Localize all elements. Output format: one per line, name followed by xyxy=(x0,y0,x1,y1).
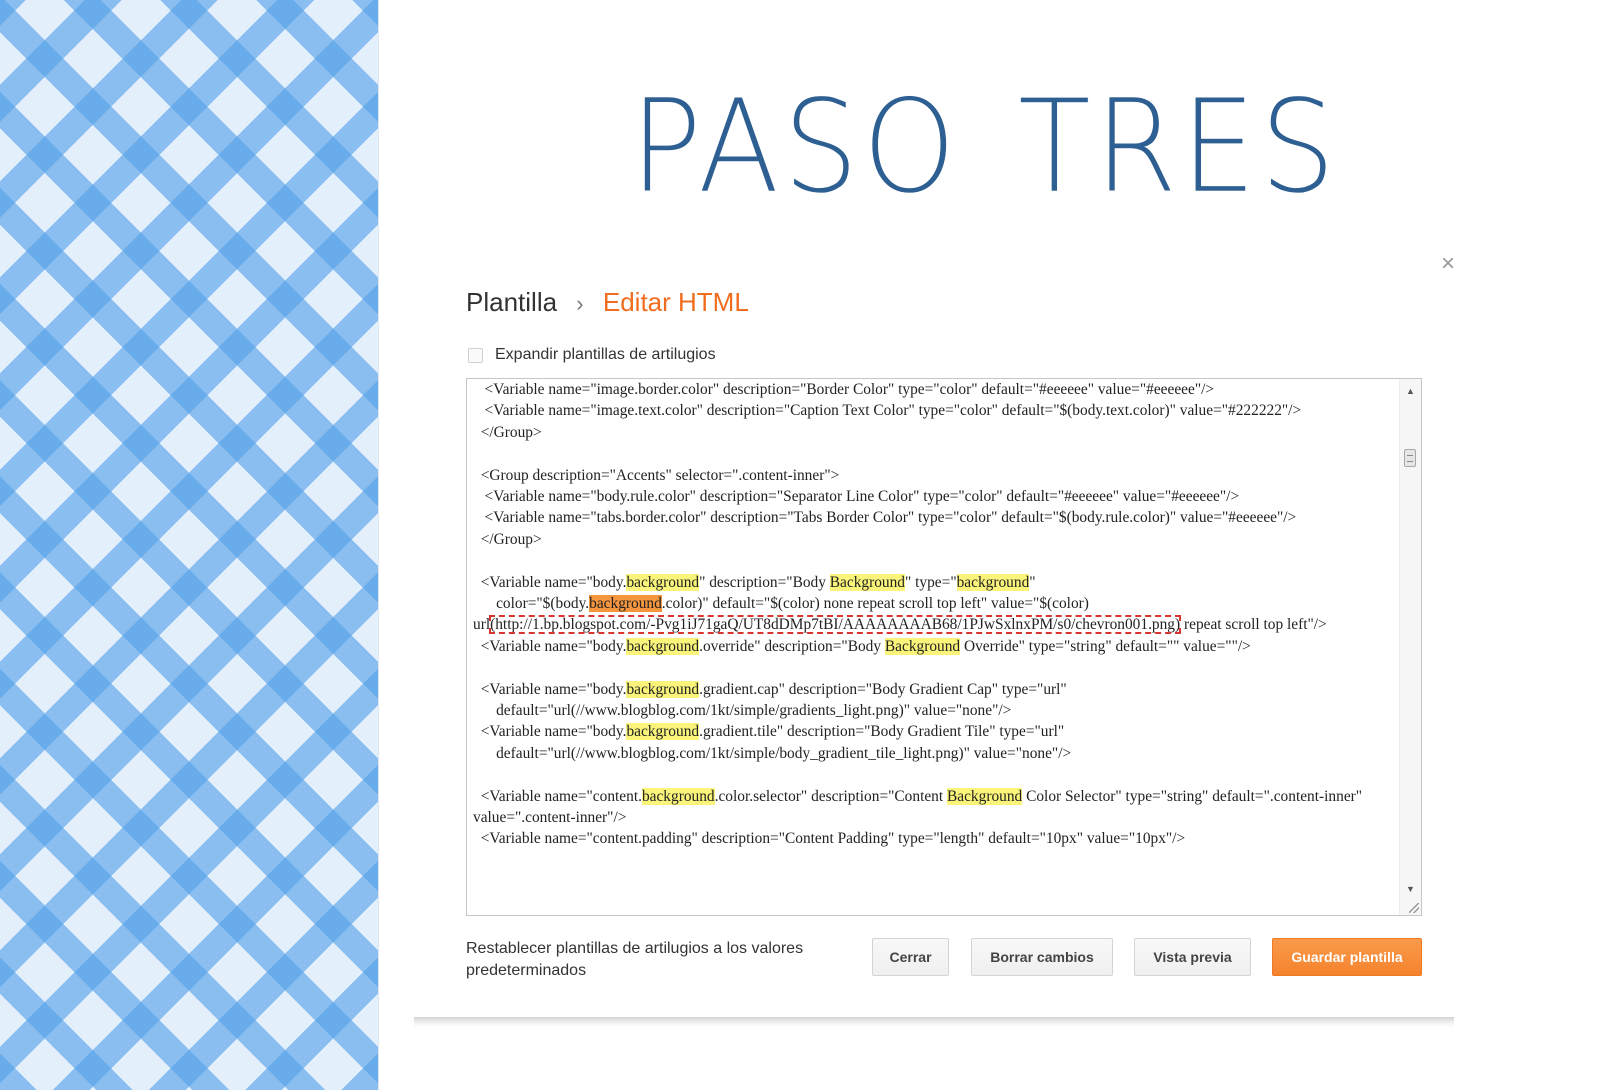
code-line xyxy=(473,593,1389,614)
code-text: default="url(//www.blogblog.com/1kt/simple/gradients_light.png)" value="none"/> xyxy=(473,702,1012,720)
breadcrumb-current-page: Editar HTML xyxy=(602,287,749,317)
chevron-right-icon: › xyxy=(576,291,584,316)
code-text: url xyxy=(473,616,491,634)
code-text: <Variable name="image.text.color" description="Caption Text Color" type="color" default="$(body.text.color)" value="#222222"/> xyxy=(473,402,1302,420)
code-text: color="$(body. xyxy=(473,595,590,613)
highlighted-url: (http://1.bp.blogspot.com/-Pvg1iJ71gaQ/UT8dDMp7tBI/AAAAAAAAB68/1PJwSxlnxPM/s0/chevron001.png) xyxy=(490,616,1181,634)
code-line xyxy=(473,486,1389,507)
code-text: Color Selector" type="string" default=".content-inner" value=".content-inner"/> xyxy=(473,787,1366,827)
code-text: <Variable name="content. xyxy=(473,787,642,805)
search-highlight: background xyxy=(956,573,1030,591)
code-line xyxy=(473,636,1389,657)
code-line xyxy=(473,743,1389,764)
save-template-button[interactable]: Guardar plantilla xyxy=(1272,938,1422,976)
search-highlight: background xyxy=(626,723,700,741)
search-highlight: Background xyxy=(884,637,961,655)
code-text: <Group description="Accents" selector=".content-inner"> xyxy=(473,466,840,484)
code-text: <Variable name="body. xyxy=(473,573,627,591)
code-line xyxy=(473,400,1389,421)
search-highlight: Background xyxy=(947,787,1023,805)
breadcrumb-plantilla-link[interactable]: Plantilla xyxy=(466,287,558,317)
close-button[interactable]: Cerrar xyxy=(872,938,949,976)
code-text: Override" type="string" default="" value=""/> xyxy=(960,637,1251,655)
clear-changes-button[interactable]: Borrar cambios xyxy=(971,938,1113,976)
html-code-editor[interactable] xyxy=(466,378,1422,916)
code-line xyxy=(473,507,1389,528)
editor-scrollbar[interactable] xyxy=(1399,379,1421,915)
code-line xyxy=(473,786,1389,829)
search-highlight: background xyxy=(626,637,700,655)
code-line xyxy=(473,657,1389,678)
code-text: </Group> xyxy=(473,423,542,441)
code-text: </Group> xyxy=(473,530,542,548)
expand-widget-templates-row[interactable] xyxy=(468,343,716,367)
expand-widget-templates-checkbox[interactable] xyxy=(468,348,483,363)
resize-grip-icon[interactable] xyxy=(1409,903,1419,913)
breadcrumb xyxy=(466,284,749,320)
code-text: .color.selector" description="Content xyxy=(714,787,947,805)
reset-widget-templates-link[interactable]: Restablecer plantillas de artilugios a los valores predeterminados xyxy=(466,940,804,979)
code-line xyxy=(473,700,1389,721)
code-line xyxy=(473,679,1389,700)
code-text: repeat scroll top left"/> xyxy=(1180,616,1327,634)
code-line xyxy=(473,721,1389,742)
code-line xyxy=(473,572,1389,593)
code-text: <Variable name="body. xyxy=(473,723,627,741)
code-text: <Variable name="body. xyxy=(473,637,627,655)
search-highlight: background xyxy=(641,787,715,805)
scroll-thumb[interactable] xyxy=(1404,449,1416,467)
code-line xyxy=(473,379,1389,400)
scroll-down-arrow-icon[interactable]: ▼ xyxy=(1406,884,1415,894)
code-text: <Variable name="body.rule.color" description="Separator Line Color" type="color" default="#eeeeee" value="#eeeeee"/> xyxy=(473,488,1240,506)
code-content[interactable] xyxy=(473,379,1389,850)
code-line xyxy=(473,550,1389,571)
pattern-edge-divider xyxy=(378,0,379,1090)
code-line xyxy=(473,614,1389,635)
code-text: .override" description="Body xyxy=(699,637,885,655)
code-text: <Variable name="image.border.color" description="Border Color" type="color" default="#eeeeee" value="#eeeeee"/> xyxy=(473,381,1215,398)
search-highlight: Background xyxy=(829,573,906,591)
code-text: " description="Body xyxy=(699,573,830,591)
code-text: .color)" default="$(color) none repeat scroll top left" value="$(color) xyxy=(661,595,1089,613)
code-text: <Variable name="body. xyxy=(473,680,627,698)
code-line xyxy=(473,828,1389,849)
search-highlight: background xyxy=(626,573,700,591)
code-line xyxy=(473,529,1389,550)
code-text: .gradient.tile" description="Body Gradient Tile" type="url" xyxy=(699,723,1065,741)
code-text: " type=" xyxy=(905,573,957,591)
code-text: <Variable name="tabs.border.color" description="Tabs Border Color" type="color" default="$(body.rule.color)" value="#eeeeee"/> xyxy=(473,509,1297,527)
expand-widget-templates-label: Expandir plantillas de artilugios xyxy=(495,346,716,363)
code-line xyxy=(473,764,1389,785)
code-text: " xyxy=(1029,573,1036,591)
code-line xyxy=(473,443,1389,464)
search-highlight: background xyxy=(589,595,662,613)
close-icon[interactable]: × xyxy=(1440,250,1455,277)
code-line xyxy=(473,422,1389,443)
scroll-up-arrow-icon[interactable]: ▲ xyxy=(1406,386,1415,396)
preview-button[interactable]: Vista previa xyxy=(1134,938,1251,976)
code-text: <Variable name="content.padding" description="Content Padding" type="length" default="10px" value="10px"/> xyxy=(473,830,1186,848)
search-highlight: background xyxy=(626,680,700,698)
hero-title: PASO TRES xyxy=(630,73,1340,222)
code-line xyxy=(473,465,1389,486)
gingham-pattern-background xyxy=(0,0,378,1090)
code-text: .gradient.cap" description="Body Gradient Cap" type="url" xyxy=(699,680,1067,698)
code-text: default="url(//www.blogblog.com/1kt/simple/body_gradient_tile_light.png)" value="none"/> xyxy=(473,744,1072,762)
dialog-bottom-shadow xyxy=(414,1017,1454,1027)
